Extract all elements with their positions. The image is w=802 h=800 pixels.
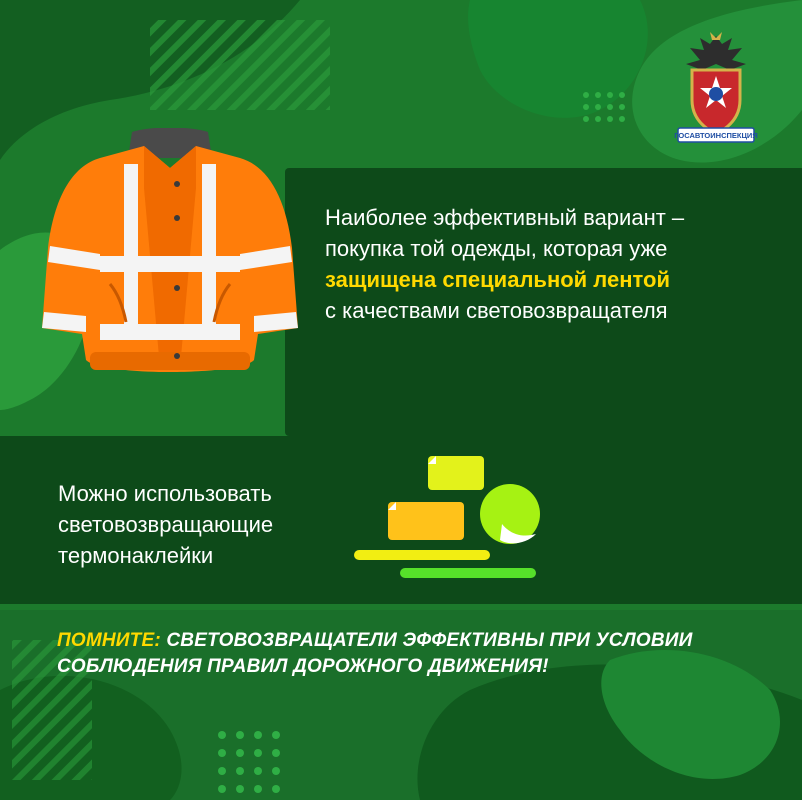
reminder-footer (57, 628, 777, 680)
reminder-line-2: СОБЛЮДЕНИЯ ПРАВИЛ ДОРОЖНОГО ДВИЖЕНИЯ! (57, 656, 549, 677)
reminder-line-1: СВЕТОВОЗВРАЩАТЕЛИ ЭФФЕКТИВНЫ ПРИ УСЛОВИИ (166, 630, 693, 651)
emblem-ribbon-text: ГОСАВТОИНСПЕКЦИЯ (674, 131, 758, 140)
safety-jacket-icon (40, 128, 300, 398)
sticker-line-3: термонаклейки (58, 543, 214, 568)
advice-line-2: покупка той одежды, которая уже (325, 236, 668, 261)
reminder-lead: ПОМНИТЕ: (57, 630, 161, 651)
advice-line-1: Наиболее эффективный вариант – (325, 205, 685, 230)
police-emblem-icon (668, 30, 764, 146)
sticker-line-1: Можно использовать (58, 481, 272, 506)
advice-line-4: с качествами световозвращателя (325, 298, 668, 323)
advice-highlight: защищена специальной лентой (325, 267, 670, 292)
reflective-stickers-icon (340, 450, 560, 585)
sticker-line-2: световозвращающие (58, 512, 274, 537)
sticker-advice-text (58, 478, 358, 571)
jacket-advice-text (325, 202, 785, 326)
